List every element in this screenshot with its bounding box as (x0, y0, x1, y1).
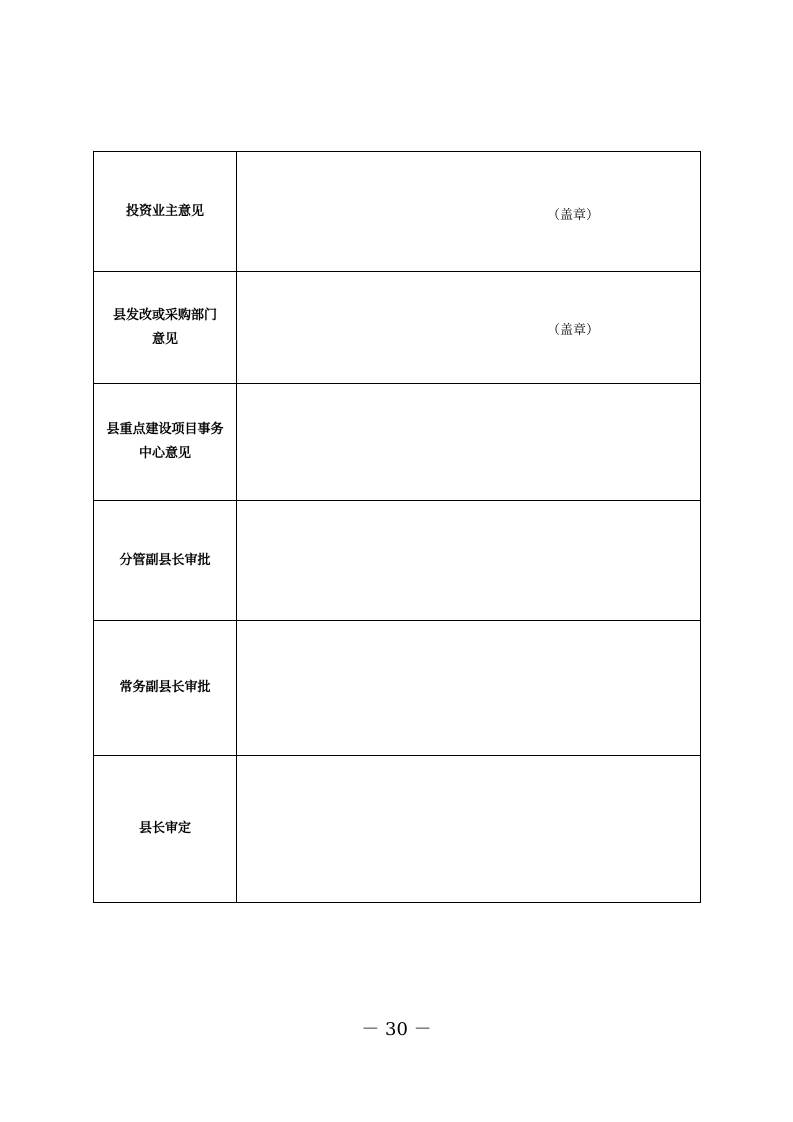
row-label (94, 384, 237, 501)
row-label (94, 272, 237, 384)
form-row-magistrate (94, 756, 701, 903)
row-label-line: 县发改或采购部门 (112, 307, 217, 323)
row-label (94, 501, 237, 621)
row-label-line: 意见 (151, 331, 178, 347)
row-label-line: 常务副县长审批 (119, 680, 211, 695)
opinion-field[interactable] (237, 384, 701, 501)
seal-note: （盖章） (547, 323, 600, 338)
row-label-line: 投资业主意见 (125, 203, 204, 219)
approval-form-table (93, 151, 701, 903)
row-label-line: 分管副县长审批 (119, 552, 211, 568)
decision-field[interactable] (237, 756, 701, 903)
row-label (94, 756, 237, 903)
row-label-line: 县长审定 (138, 821, 191, 836)
form-row-project-center (94, 384, 701, 501)
row-label (94, 621, 237, 756)
approval-field[interactable] (237, 621, 701, 756)
row-label-line: 中心意见 (138, 446, 191, 461)
approval-field[interactable] (237, 501, 701, 621)
form-row-investor (94, 152, 701, 272)
row-label (94, 152, 237, 272)
row-label-line: 县重点建设项目事务 (106, 422, 224, 437)
seal-note: （盖章） (547, 208, 600, 223)
form-row-development-dept (94, 272, 701, 384)
opinion-field[interactable] (237, 272, 701, 384)
opinion-field[interactable] (237, 152, 701, 272)
form-row-executive-deputy (94, 621, 701, 756)
page-number: － 30 － (361, 1019, 432, 1040)
form-row-deputy-magistrate (94, 501, 701, 621)
